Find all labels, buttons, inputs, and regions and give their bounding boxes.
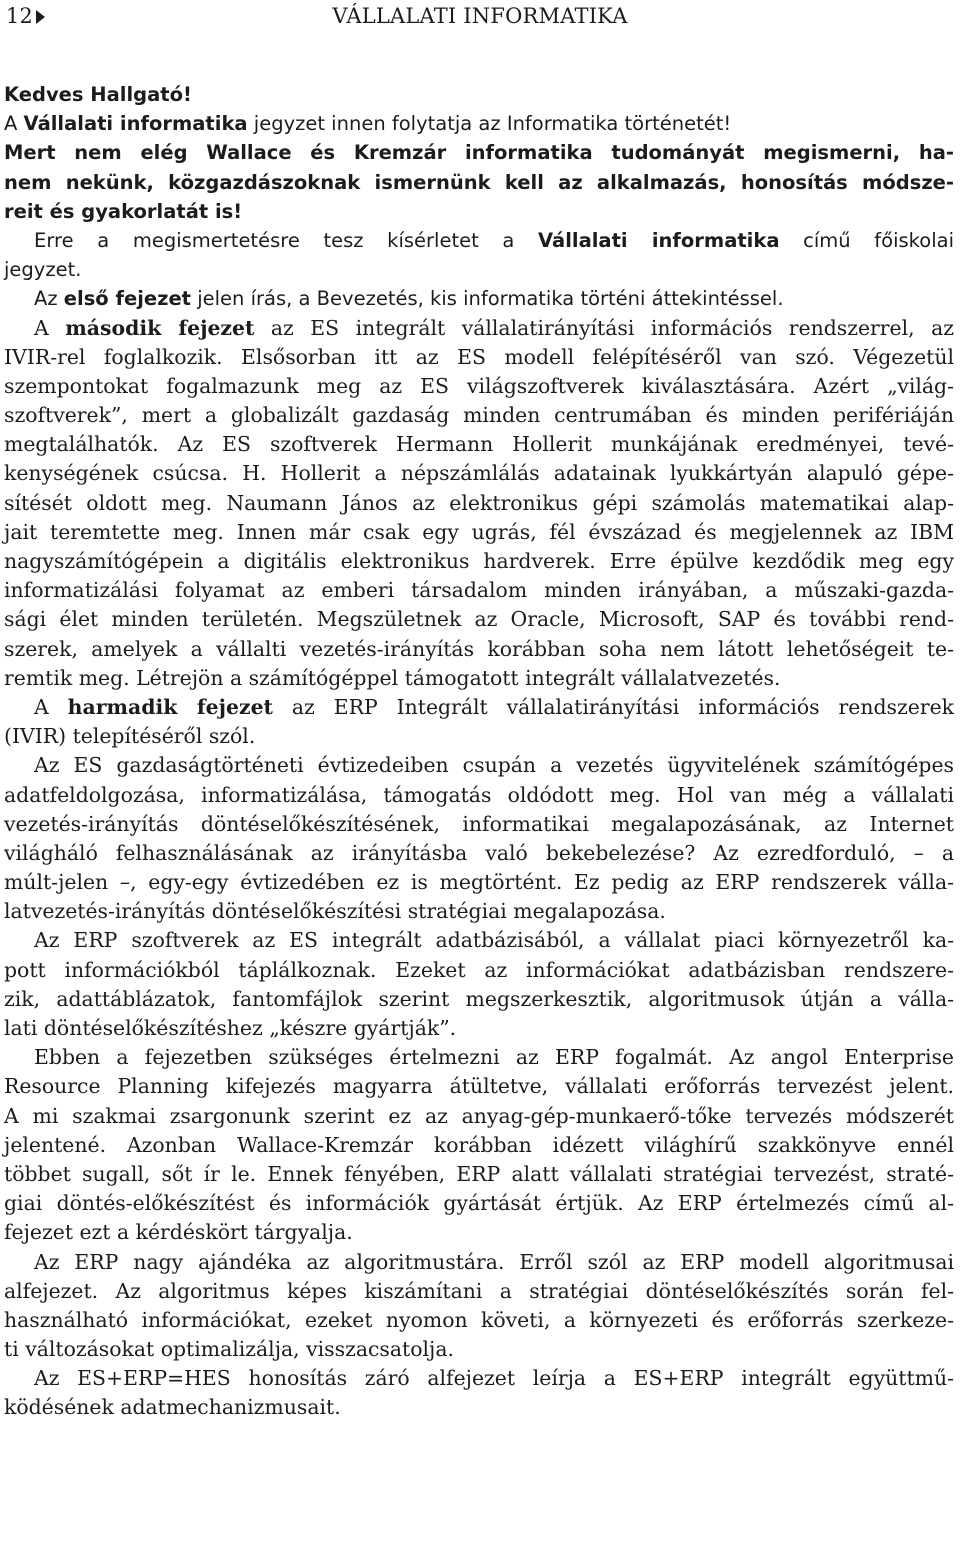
text-line: fejezet ezt a kérdéskört tárgyalja.	[4, 1220, 353, 1245]
text-line: nem nekünk, közgazdászoknak ismernünk kell az alkalmazás, honosítás módsze-	[4, 170, 954, 194]
text-line: Mert nem elég Wallace és Kremzár informatika tudományát megismerni, ha-	[4, 141, 954, 165]
text-line: szempontokat fogalmazunk meg az ES világszoftverek kiválasztására. Azért „világ-	[4, 373, 954, 398]
text-line: Erre a megismertetésre tesz kísérletet a Vállalati informatika című főiskolai	[34, 228, 954, 252]
text-line: alfejezet. Az algoritmus képes kiszámítani a stratégiai döntéselőkészítés során fel-	[4, 1278, 954, 1303]
text-line: Az ERP szoftverek az ES integrált adatbázisából, a vállalat piaci környezetről ka-	[34, 928, 954, 953]
text-line: pott információkból táplálkoznak. Ezeket az információkat adatbázisban rendszere-	[4, 957, 954, 982]
text-line: jait teremtette meg. Innen már csak egy ugrás, fél évszázad és megjelennek az IBM	[4, 519, 954, 544]
text-line: (IVIR) telepítéséről szól.	[4, 724, 256, 749]
text-line: sági élet minden területén. Megszületnek az Oracle, Microsoft, SAP és további rend-	[4, 607, 954, 632]
text-line: nagyszámítógépein a digitális elektronikus hardverek. Erre épülve kezdődik meg egy	[4, 549, 954, 573]
text-line: jegyzet.	[4, 258, 82, 282]
text-line: A Vállalati informatika jegyzet innen folytatja az Informatika történetét!	[4, 112, 732, 136]
running-header	[0, 0, 960, 34]
text-line: kenységének csúcsa. H. Hollerit a népszámlálás adatainak lyukkártyán alapuló gépe-	[4, 461, 954, 486]
text-line: ti változásokat optimalizálja, visszacsatolja.	[4, 1337, 454, 1362]
text-body	[4, 80, 954, 1423]
text-line: többet sugall, sőt ír le. Ennek fényében, ERP alatt vállalati stratégiai tervezést, straté-	[4, 1161, 954, 1186]
text-line: megtalálhatók. Az ES szoftverek Hermann Hollerit munkájának eredményei, tevé-	[4, 432, 954, 457]
text-line: latvezetés-irányítás döntéselőkészítési stratégiai megalapozása.	[4, 899, 666, 924]
text-line: informatizálási folyamat az emberi társadalom minden irányában, a műszaki-gazda-	[4, 578, 954, 603]
text-line: Az ES gazdaságtörténeti évtizedeiben csupán a vezetés ügyvitelének számítógépes	[34, 753, 954, 778]
text-line: Az első fejezet jelen írás, a Bevezetés, kis informatika történi áttekintéssel.	[34, 287, 784, 311]
text-line: jelentené. Azonban Wallace-Kremzár korábban idézett világhírű szakkönyve ennél	[4, 1132, 954, 1157]
text-line: reit és gyakorlatát is!	[4, 199, 243, 223]
text-line: adatfeldolgozása, informatizálása, támogatás oldódott meg. Hol van még a vállalati	[4, 782, 954, 807]
text-line: IVIR-rel foglalkozik. Elsősorban itt az ES modell felépítéséről van szó. Végezetül	[4, 344, 954, 369]
text-line: szoftverek”, mert a globalizált gazdaság minden centrumában és minden perifériáján	[4, 403, 954, 428]
text-line: A második fejezet az ES integrált vállalatirányítási információs rendszerrel, az	[34, 315, 954, 340]
text-line: szerek, amelyek a vállalti vezetés-irányítás korábban soha nem látott lehetőségeit te-	[4, 636, 954, 661]
text-line: A harmadik fejezet az ERP Integrált vállalatirányítási információs rendszerek	[34, 694, 954, 719]
text-line: sítését oldott meg. Naumann János az elektronikus gépi számolás matematikai alap-	[4, 490, 954, 515]
running-title: VÁLLALATI INFORMATIKA	[332, 4, 628, 28]
text-line: lati döntéselőkészítéshez „készre gyártják”.	[4, 1016, 457, 1040]
text-line: ködésének adatmechanizmusait.	[4, 1395, 341, 1420]
text-line: Az ES+ERP=HES honosítás záró alfejezet leírja a ES+ERP integrált együttmű-	[34, 1366, 954, 1391]
text-line: A mi szakmai zsargonunk szerint ez az anyag-gép-munkaerő-tőke tervezés módszerét	[4, 1103, 954, 1128]
page-number: 12	[6, 4, 33, 28]
text-line: Ebben a fejezetben szükséges értelmezni az ERP fogalmát. Az angol Enterprise	[34, 1045, 954, 1070]
text-line: Kedves Hallgató!	[4, 83, 192, 106]
text-line: múlt-jelen –, egy-egy évtizedében ez is megtörtént. Ez pedig az ERP rendszerek válla-	[4, 870, 954, 895]
text-line: Az ERP nagy ajándéka az algoritmustára. Erről szól az ERP modell algoritmusai	[34, 1249, 954, 1274]
text-line: használható információkat, ezeket nyomon követi, a környezeti és erőforrás szerkeze-	[4, 1307, 954, 1332]
text-line: remtik meg. Létrejön a számítógéppel támogatott integrált vállalatvezetés.	[4, 665, 781, 690]
text-line: világháló felhasználásának az irányításba való bekebelezése? Az ezredforduló, – a	[4, 840, 954, 865]
text-line: Resource Planning kifejezés magyarra átültetve, vállalati erőforrás tervezést jelent.	[4, 1074, 954, 1099]
text-line: giai döntés-előkészítést és információk gyártását értjük. Az ERP értelmezés című al-	[4, 1191, 954, 1216]
text-line: zik, adattáblázatok, fantomfájlok szerint megszerkesztik, algoritmusok útján a válla-	[4, 986, 954, 1011]
text-line: vezetés-irányítás döntéselőkészítésének, informatikai megalapozásának, az Internet	[4, 811, 954, 836]
